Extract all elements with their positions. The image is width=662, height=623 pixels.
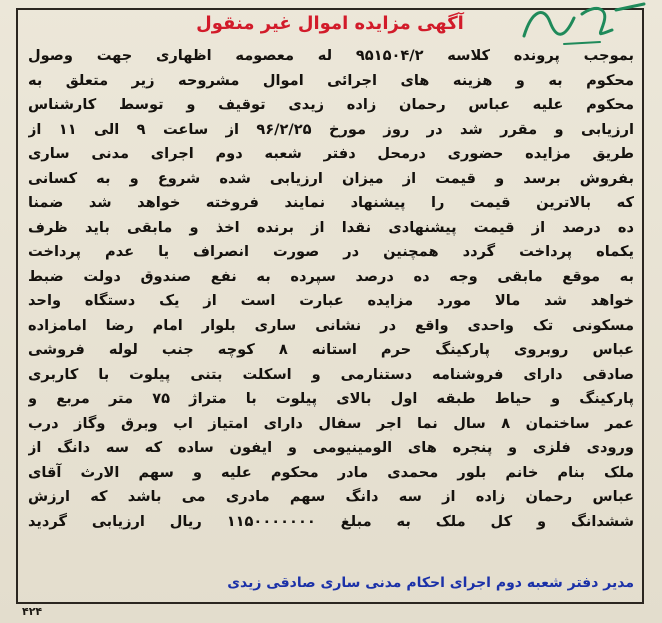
notice-line: خواهد شد مالا مورد مزایده عبارت است از یک دستگاه واحد bbox=[28, 292, 634, 309]
notice-line: ملک بنام خانم بلور محمدی مادر محکوم علیه و سهم الارث آقای bbox=[28, 463, 634, 481]
notice-line: عباس روبروی پارکینگ حرم استانه ۸ کوچه جنب لوله فروشی bbox=[28, 341, 634, 358]
notice-line: پارکینگ و حیاط طبقه اول بالای پیلوت با متراژ ۷۵ متر مربع و bbox=[28, 390, 634, 407]
notice-line: محکوم علیه عباس رحمان زاده زیدی توقیف و توسط کارشناس bbox=[28, 96, 634, 113]
notice-line: بفروش برسد و قیمت از میزان ارزیابی شده شروع و به کسانی bbox=[28, 169, 634, 187]
notice-line: طریق مزایده حضوری درمحل دفتر شعبه دوم اجرای مدنی ساری bbox=[28, 145, 634, 162]
notice-line: عمر ساختمان ۸ سال نما اجر سفال دارای امتیاز اب وبرق وگاز درب bbox=[28, 414, 634, 432]
notice-line: ده درصد از قیمت پیشنهادی نقدا از برنده اخذ و مابقی باید ظرف bbox=[28, 218, 634, 236]
signature-line: مدیر دفتر شعبه دوم اجرای احکام مدنی ساری صادقی زیدی bbox=[227, 575, 634, 591]
notice-line: که بالاترین قیمت را پیشنهاد نمایند فروخته خواهد شد ضمنا bbox=[28, 194, 634, 211]
notice-line: عباس رحمان زاده از سه دانگ سهم مادری می باشد که ارزش bbox=[28, 488, 634, 505]
notice-line: مسکونی تک واحدی واقع در نشانی ساری بلوار امام رضا امامزاده bbox=[28, 316, 634, 334]
notice-line: ارزیابی و مقرر شد در روز مورخ ۹۶/۲/۲۵ از ساعت ۹ الی ۱۱ از bbox=[28, 120, 634, 138]
notice-line: بموجب پرونده کلاسه ۹۵۱۵۰۴/۲ له معصومه اظهاری جهت وصول bbox=[28, 47, 634, 64]
notice-line: ورودی فلزی و پنجره های الومینیومی و ایفون ساده که سه دانگ از bbox=[28, 439, 634, 456]
notice-body bbox=[28, 44, 634, 534]
notice-line: به موقع مابقی وجه ده درصد سپرده به نفع صندوق دولت ضبط bbox=[28, 267, 634, 285]
notice-line: ششدانگ و کل ملک به مبلغ ۱۱۵۰۰۰۰۰۰۰ ریال ارزیابی گردید bbox=[28, 512, 634, 530]
notice-title: آگهی مزایده اموال غیر منقول bbox=[196, 13, 464, 34]
notice-line: صادقی دارای فروشنامه دستنارمی و اسکلت بتنی پیلوت با کاربری bbox=[28, 365, 634, 383]
page-number: ۴۲۴ bbox=[22, 605, 43, 618]
notice-line: یکماه پرداخت گردد همچنین در صورت انصراف یا عدم پرداخت bbox=[28, 243, 634, 260]
notice-line: محکوم به و هزینه های اجرائی اموال مشروحه زیر متعلق به bbox=[28, 71, 634, 89]
